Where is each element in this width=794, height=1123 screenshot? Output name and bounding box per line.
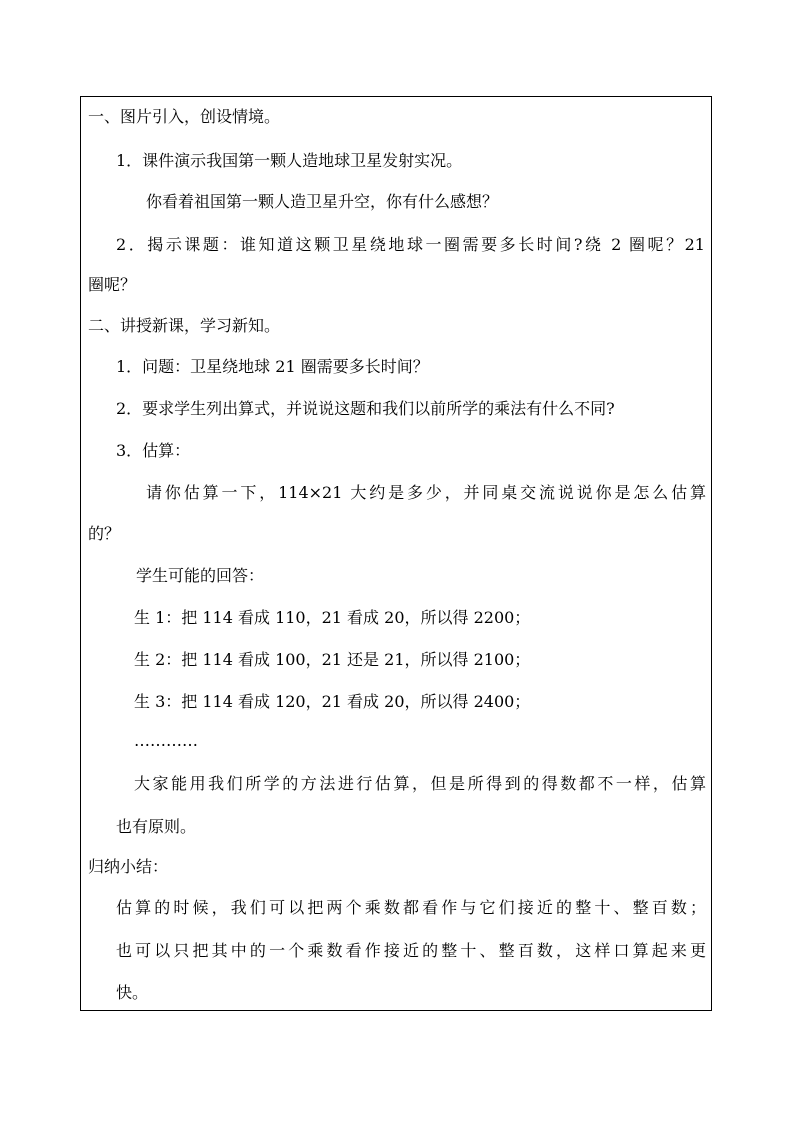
item-2-2: 2．要求学生列出算式，并说说这题和我们以前所学的乘法有什么不同? [116,399,615,418]
item-1-1-question: 你看着祖国第一颗人造卫星升空，你有什么感想？ [146,192,499,211]
summary-line-1: 估算的时候，我们可以把两个乘数都看作与它们接近的整十、整百数； [116,898,706,917]
principle-line-2: 也有原则。 [116,817,197,836]
section-1-heading: 一、图片引入，创设情境。 [88,107,281,126]
lesson-table-cell [80,96,712,1011]
section-2-heading: 二、讲授新课，学习新知。 [88,316,281,335]
answers-intro: 学生可能的回答： [136,566,265,585]
summary-line-3: 快。 [116,983,149,1002]
item-1-1: 1．课件演示我国第一颗人造地球卫星发射实况。 [116,151,463,170]
estimate-prompt-line-2: 的？ [88,524,121,543]
summary-heading: 归纳小结： [88,857,169,876]
ellipsis: ………… [134,731,198,750]
student-answer-1: 生 1：把 114 看成 110，21 看成 20，所以得 2200； [134,608,531,627]
item-2-3: 3．估算： [116,441,191,460]
estimate-prompt-line-1: 请你估算一下，114×21 大约是多少，并同桌交流说说你是怎么估算 [146,483,706,502]
item-1-2-line-2: 圈呢？ [88,275,137,294]
student-answer-3: 生 3：把 114 看成 120，21 看成 20，所以得 2400； [134,692,531,711]
principle-line-1: 大家能用我们所学的方法进行估算，但是所得到的得数都不一样，估算 [134,774,706,793]
summary-line-2: 也可以只把其中的一个乘数看作接近的整十、整百数，这样口算起来更 [116,941,706,960]
item-2-1: 1．问题：卫星绕地球 21 圈需要多长时间？ [116,357,429,376]
student-answer-2: 生 2：把 114 看成 100，21 还是 21，所以得 2100； [134,650,531,669]
item-1-2-line-1: 2．揭示课题：谁知道这颗卫星绕地球一圈需要多长时间?绕 2 圈呢？21 [116,235,705,254]
